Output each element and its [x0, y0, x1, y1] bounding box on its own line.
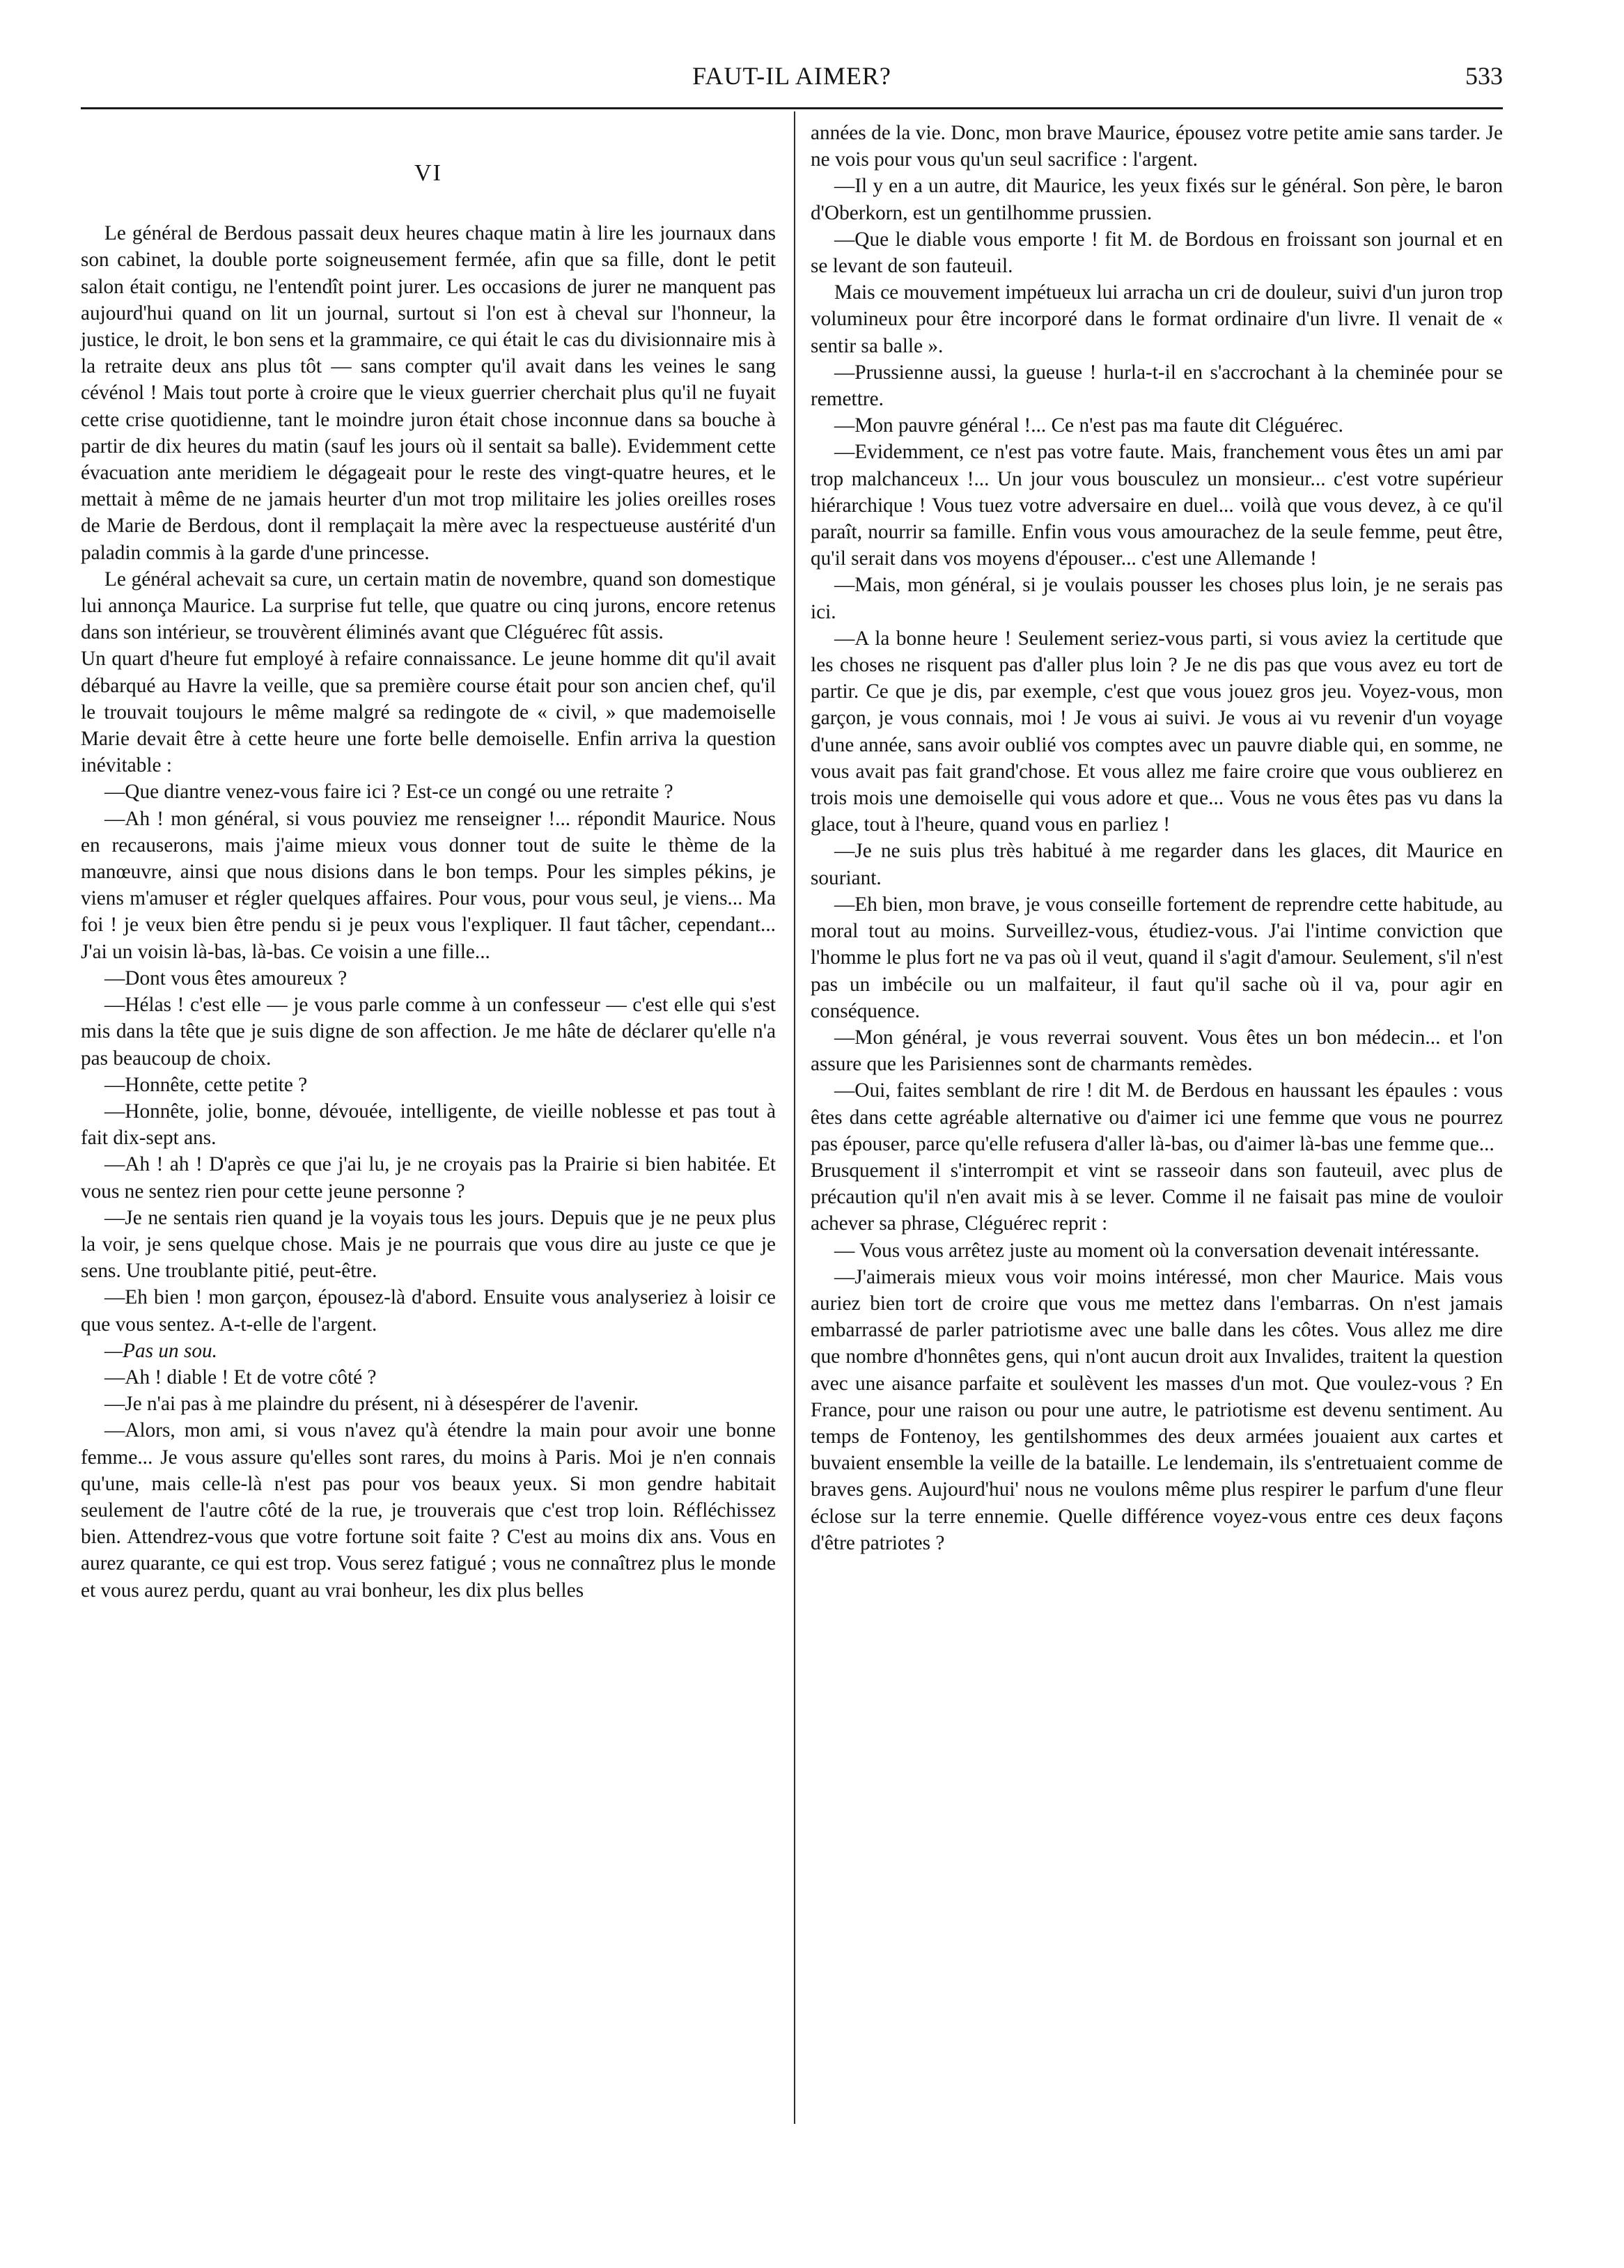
dialogue-line: —Hélas ! c'est elle — je vous parle comme à un confesseur — c'est elle qui s'est mis dans la tête que je suis digne de son affection. Je me hâte de déclarer qu'elle n'a pas beaucoup de choix.	[81, 994, 776, 1070]
dialogue-line: —Ah ! diable ! Et de votre côté ?	[104, 1366, 377, 1389]
dialogue-line: —Mon général, je vous reverrai souvent. Vous êtes un bon médecin... et l'on assure que les Parisiennes sont de charmants remèdes.	[811, 1026, 1503, 1076]
dialogue-line: —Je ne sentais rien quand je la voyais tous les jours. Depuis que je ne peux plus la voir, je sens quelque chose. Mais je ne pourrais que vous dire au juste ce que je sens. Une troublante pitié, peut-être.	[81, 1206, 776, 1283]
paragraph: Le général achevait sa cure, un certain matin de novembre, quand son domestique lui annonça Maurice. La surprise fut telle, que quatre ou cinq jurons, encore retenus dans son intérieur, se trouvèrent éliminés avant que Cléguérec fût assis.	[81, 568, 776, 644]
dialogue-line: —Pas un sou.	[104, 1339, 217, 1362]
dialogue-line: —Dont vous êtes amoureux ?	[104, 967, 348, 990]
dialogue-line: —Evidemment, ce n'est pas votre faute. Mais, franchement vous êtes un ami par trop malchanceux !... Un jour vous bousculez un monsieur... c'est votre supérieur hiérarchique ! Vous tuez votre adversaire en duel... voilà que vous devez, à ce qu'il paraît, nourrir sa famille. Enfin vous vous amourachez de la seule femme, peut être, qu'il serait dans vos moyens d'épouser... c'est une Allemande !	[811, 441, 1503, 570]
paragraph: Un quart d'heure fut employé à refaire connaissance. Le jeune homme dit qu'il avait débarqué au Havre la veille, que sa première course était pour son ancien chef, qu'il le trouvait toujours le même malgré sa redingote de « civil, » que mademoiselle Marie devait être à cette heure une forte belle demoiselle. Enfin arriva la question inévitable :	[81, 648, 776, 777]
dialogue-line: —Il y en a un autre, dit Maurice, les yeux fixés sur le général. Son père, le baron d'Oberkorn, est un gentilhomme prussien.	[811, 175, 1503, 224]
paragraph: Mais ce mouvement impétueux lui arracha un cri de douleur, suivi d'un juron trop volumineux pour être incorporé dans le format ordinaire d'un livre. Il venait de « sentir sa balle ».	[811, 281, 1503, 357]
running-title: FAUT-IL AIMER?	[692, 62, 891, 90]
dialogue-line: —Que diantre venez-vous faire ici ? Est-ce un congé ou une retraite ?	[104, 781, 673, 804]
dialogue-line: —Alors, mon ami, si vous n'avez qu'à étendre la main pour avoir une bonne femme... Je vous assure qu'elles sont rares, du moins à Paris. Moi je n'en connais qu'une, mais celle-là n'est pas pour vos beaux yeux. Si mon gendre habitait seulement de l'autre côté de la rue, je trouverais que c'est trop loin. Réfléchissez bien. Attendrez-vous que votre fortune soit faite ? C'est au moins dix ans. Vous en aurez quarante, ce qui est trop. Vous serez fatigué ; vous ne connaîtrez plus le monde et vous aurez perdu, quant au vrai bonheur, les dix plus belles	[81, 1419, 776, 1602]
dialogue-line: —Oui, faites semblant de rire ! dit M. de Berdous en haussant les épaules : vous êtes dans cette agréable alternative ou d'aimer ici une femme que vous ne pourrez pas épouser, parce qu'elle refusera d'aller là-bas, ou d'aimer là-bas une femme que...	[811, 1079, 1503, 1155]
dialogue-line: —Eh bien ! mon garçon, épousez-là d'abord. Ensuite vous analyseriez à loisir ce que vous sentez. A-t-elle de l'argent.	[81, 1286, 776, 1336]
dialogue-line: —Mon pauvre général !... Ce n'est pas ma faute dit Cléguérec.	[834, 414, 1343, 437]
dialogue-line: —Ah ! ah ! D'après ce que j'ai lu, je ne croyais pas la Prairie si bien habitée. Et vous ne sentez rien pour cette jeune personne ?	[81, 1153, 776, 1203]
page-number: 533	[1465, 62, 1503, 90]
dialogue-line: —Je ne suis plus très habitué à me regarder dans les glaces, dit Maurice en souriant.	[811, 840, 1503, 889]
header-rule	[81, 107, 1503, 109]
running-header	[81, 61, 1503, 103]
left-column	[81, 120, 776, 1604]
dialogue-line: —Ah ! mon général, si vous pouviez me renseigner !... répondit Maurice. Nous en recauserons, mais j'aime mieux vous donner tout de suite le thème de la manœuvre, ainsi que nous disions dans le bon temps. Pour les simples pékins, je viens m'amuser et régler quelques affaires. Pour vous, pour vous seul, je viens... Ma foi ! je veux bien être pendu si je peux vous l'expliquer. Il faut tâcher, cependant... J'ai un voisin là-bas, là-bas. Ce voisin a une fille...	[81, 807, 776, 963]
paragraph: années de la vie. Donc, mon brave Maurice, épousez votre petite amie sans tarder. Je ne vois pour vous qu'un seul sacrifice : l'argent.	[811, 122, 1503, 171]
dialogue-line: —J'aimerais mieux vous voir moins intéressé, mon cher Maurice. Mais vous auriez bien tort de croire que vous me mettez dans l'embarras. On n'est jamais embarrassé de parler patriotisme avec une balle dans les côtes. Vous allez me dire que nombre d'honnêtes gens, qui n'ont aucun droit aux Invalides, traitent la question avec une aisance parfaite et soulèvent les masses d'un mot. Que voulez-vous ? En France, pour une raison ou pour une autre, le patriotisme est devenu sentiment. Au temps de Fontenoy, les gentilshommes des deux armées jouaient aux cartes et buvaient ensemble la veille de la bataille. Le lendemain, ils s'entretuaient comme de braves gens. Aujourd'hui' nous ne voulons même plus respirer le parfum d'une fleur éclose sur la terre ennemie. Quelle différence voyez-vous entre ces deux façons d'être patriotes ?	[811, 1265, 1503, 1554]
dialogue-line: —Prussienne aussi, la gueuse ! hurla-t-il en s'accrochant à la cheminée pour se remettre.	[811, 361, 1503, 411]
dialogue-line: —A la bonne heure ! Seulement seriez-vous parti, si vous aviez la certitude que les choses ne risquent pas d'aller plus loin ? Je ne dis pas que vous avez eu tort de partir. Ce que je dis, par exemple, c'est que vous jouez gros jeu. Voyez-vous, mon garçon, je vous connais, moi ! Je vous ai suivi. Je vous ai vu revenir d'un voyage d'une année, sans avoir oublié vos comptes avec un pauvre diable qui, en somme, ne vous avait pas fait grand'chose. Et vous allez me faire croire que vous oublierez en trois mois une demoiselle qui vous adore et que... Vous ne vous êtes pas vu dans la glace, tout à l'heure, quand vous en parliez !	[811, 627, 1503, 836]
dialogue-line: —Honnête, cette petite ?	[104, 1073, 308, 1096]
dialogue-line: —Que le diable vous emporte ! fit M. de Bordous en froissant son journal et en se levant de son fauteuil.	[811, 228, 1503, 278]
right-column	[811, 120, 1503, 1556]
section-number: VI	[414, 160, 442, 186]
dialogue-line: —Eh bien, mon brave, je vous conseille fortement de reprendre cette habitude, au moral tout au moins. Surveillez-vous, étudiez-vous. J'ai l'intime conviction que l'homme le plus fort ne va pas où il veut, quand il s'agit d'amour. Seulement, s'il n'est pas un imbécile ou un malfaiteur, il faut qu'il sache où il va, pour agir en conséquence.	[811, 893, 1503, 1022]
dialogue-line: — Vous vous arrêtez juste au moment où la conversation devenait intéressante.	[834, 1239, 1480, 1262]
dialogue-line: —Mais, mon général, si je voulais pousser les choses plus loin, je ne serais pas ici.	[811, 574, 1503, 623]
column-divider	[794, 111, 795, 2124]
dialogue-line: —Je n'ai pas à me plaindre du présent, ni à désespérer de l'avenir.	[104, 1393, 639, 1416]
paragraph: Le général de Berdous passait deux heures chaque matin à lire les journaux dans son cabinet, la double porte soigneusement fermée, afin que sa fille, dont le petit salon était contigu, ne l'entendît point jurer. Les occasions de jurer ne manquent pas aujourd'hui quand on lit un journal, surtout si l'on est à cheval sur l'honneur, la justice, le droit, le bon sens et la grammaire, ce qui était le cas du divisionnaire mis à la retraite deux ans plus tôt — sans compter qu'il avait dans les veines le sang cévénol ! Mais tout porte à croire que le vieux guerrier cherchait plus qu'il ne fuyait cette crise quotidienne, tant le moindre juron était chose inconnue dans sa bouche à partir de dix heures du matin (sauf les jours où il sentait sa balle). Evidemment cette évacuation ante meridiem le dégageait pour le reste des vingt-quatre heures, et le mettait à même de ne jamais heurter d'un mot trop militaire les jolies oreilles roses de Marie de Berdous, dont il remplaçait la mère avec la respectueuse austérité d'un paladin commis à la garde d'une princesse.	[81, 222, 776, 564]
paragraph: Brusquement il s'interrompit et vint se rasseoir dans son fauteuil, avec plus de précaution qu'il n'en avait mis à se lever. Comme il ne faisait pas mine de vouloir achever sa phrase, Cléguérec reprit :	[811, 1159, 1503, 1235]
dialogue-line: —Honnête, jolie, bonne, dévouée, intelligente, de vieille noblesse et pas tout à fait dix-sept ans.	[81, 1100, 776, 1150]
